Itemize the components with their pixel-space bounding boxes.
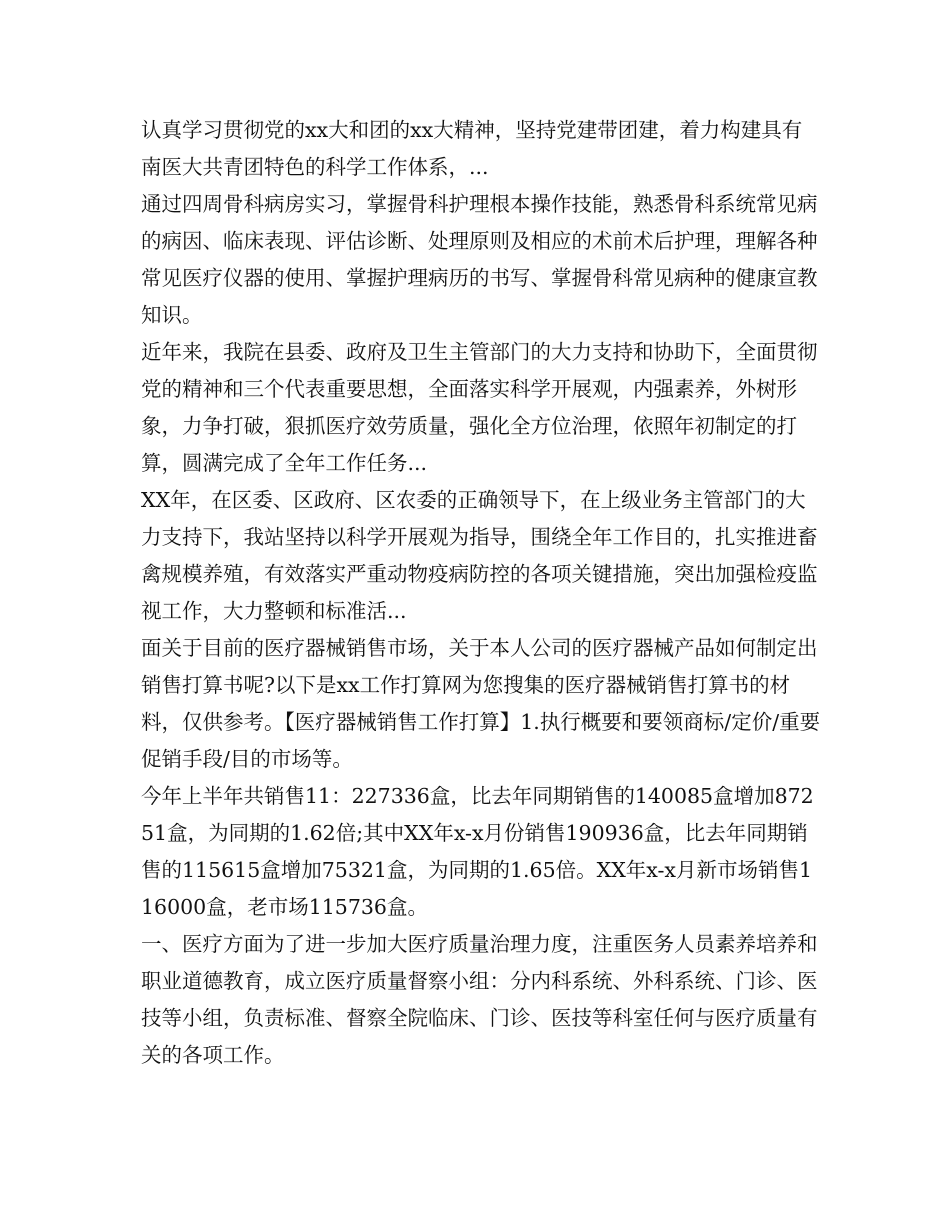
paragraph-hospital-annual-work: 近年来，我院在县委、政府及卫生主管部门的大力支持和协助下，全面贯彻党的精神和三个代表重要思想，全面落实科学开展观，内强素养，外树形象，力争打破，狠抓医疗效劳质量，强化全方位治理，依照年初制定的打算，圆满完成了全年工作任务... [141, 340, 818, 475]
paragraph-medical-device-sales: 面关于目前的医疗器械销售市场，关于本人公司的医疗器械产品如何制定出销售打算书呢?以下是xx工作打算网为您搜集的医疗器械销售打算书的材料，仅供参考。【医疗器械销售工作打算】1.执行概要和要领商标/定价/重要促销手段/目的市场等。 [141, 636, 821, 771]
paragraph-party-building: 认真学习贯彻党的xx大和团的xx大精神，坚持党建带团建，着力构建具有南医大共青团特色的科学工作体系，... [141, 118, 803, 179]
document-body [141, 112, 821, 1074]
paragraph-livestock-station: XX年，在区委、区政府、区农委的正确领导下，在上级业务主管部门的大力支持下，我站坚持以科学开展观为指导，围绕全年工作目的，扎实推进畜禽规模养殖，有效落实严重动物疫病防控的各项关键措施，突出加强检疫监视工作，大力整顿和标准活... [141, 488, 818, 623]
paragraph-medical-quality: 一、医疗方面为了进一步加大医疗质量治理力度，注重医务人员素养培养和职业道德教育，成立医疗质量督察小组：分内科系统、外科系统、门诊、医技等小组，负责标准、督察全院临床、门诊、医技等科室任何与医疗质量有关的各项工作。 [141, 932, 818, 1067]
paragraph-orthopedic-internship: 通过四周骨科病房实习，掌握骨科护理根本操作技能，熟悉骨科系统常见病的病因、临床表现、评估诊断、处理原则及相应的术前术后护理，理解各种常见医疗仪器的使用、掌握护理病历的书写、掌握骨科常见病种的健康宣教知识。 [141, 192, 818, 327]
paragraph-sales-figures: 今年上半年共销售11：227336盒，比去年同期销售的140085盒增加87251盒，为同期的1.62倍;其中XX年x-x月份销售190936盒，比去年同期销售的115615盒增加75321盒，为同期的1.65倍。XX年x-x月新市场销售116000盒，老市场115736盒。 [141, 784, 814, 919]
